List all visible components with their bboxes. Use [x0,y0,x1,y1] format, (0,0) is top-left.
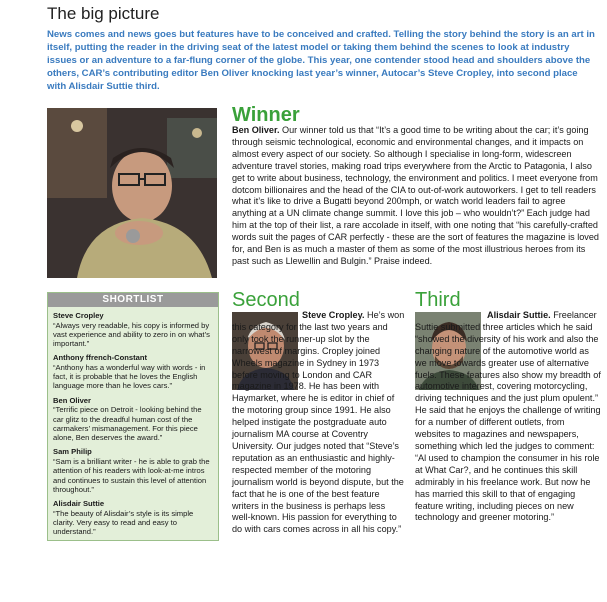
third-heading: Third [415,289,461,311]
shortlist-item [53,396,214,443]
winner-photo [47,108,217,278]
shortlist-quote: “Sam is a brilliant writer - he is able to grab the attention of his readers with look-at-me intros and continues to sustain this level of attention throughout.” [53,456,210,494]
winner-text [232,125,600,268]
third-text [415,310,602,524]
winner-body: Our winner told us that “It’s a good time to be writing about the car; it’s going through seismic technological, economic and environmental changes, and it impacts on almost every aspect of our society. So although I specialise in long-form, widescreen adventure travel stories, making road trips everywhere from the Arctic to Patagonia, I also get to write about business, technology, the environment and politics. I meet everyone from dotcom billionaires and the head of the CIA to out-of-work autoworkers. I get to tell readers what it’s like to drive a Bugatti beyond 200mph, or watch world leaders fail to agree anything at a UN climate change summit. I love this job – who wouldn’t?” Each judge had him at the top of their list, a rare accolade in itself, with one noting that “his carefully-crafted words suit the pages of CAR perfectly - these are the sort of features the magazine is loved for, and Ben is as much a master of them as some of the most illustrious heroes from its past such as Llewellin and Bulgin.” Praise indeed. [232,125,599,266]
second-text [232,310,406,536]
shortlist-list [48,307,218,537]
third-name: Alisdair Suttie. [487,310,551,320]
third-body: Freelancer Suttie submitted three articles which he said “showed the diversity of his work and also the changing nature of the automotive world as we move towards greater use of alternative fuels. These features also show my breadth of automotive interest, covering motorcycling, driving techniques and the just plum opulent.” He said that he enjoys the challenge of writing for a number of different outlets, from websites to magazines and newspapers, something which led the judges to comment: “Al used to champion the consumer in his role at What Car?, and he continues this skill admirably in his freelance work. But now he has married this skill to that of engaging feature writing, including pieces on new technology and greener motoring.” [415,310,601,523]
intro-paragraph: News comes and news goes but features have to be conceived and crafted. Telling the story behind the story is an art in itself, putting the reader in the driving seat of the latest model or taking them behind the scenes to look at industry issues or an adventure to a far-flung corner of the globe. This year, one contender stood head and shoulders above the others, CAR’s contributing editor Ben Oliver knocking last year’s winner, Autocar’s Steve Cropley, into second place with Alisdair Suttie third. [47,29,595,92]
shortlist-quote: “The beauty of Alisdair’s style is its simple clarity. Very easy to read and easy to understand.” [53,508,194,537]
shortlist-name: Steve Cropley [53,311,104,320]
shortlist-box [47,292,219,541]
second-name: Steve Cropley. [302,310,365,320]
shortlist-name: Ben Oliver [53,395,91,405]
shortlist-quote: “Terrific piece on Detroit - looking behind the car glitz to the dreadful human cost of the carmakers’ mismanagement. For this piece alone, Ben deserves the award.” [53,405,202,443]
second-heading: Second [232,289,300,311]
shortlist-item [53,499,214,536]
second-body: He’s won this category for the last two years and only took the runner-up slot by the narrowest of margins. Cropley joined Wheels magazine in Sydney in 1973 before moving to London and CAR magazine in 1978. He has been with Haymarket, where he is editor in chief of the motoring group since 1991. He also helped instigate the postgraduate auto journalism MA course at Coventry University. Our judges noted that “Steve’s reputation as an enthusiastic and highly-respected member of the motoring journalism world is beyond dispute, but the fact that he is one of the best feature writers in the business is perhaps less well-known. His passion for everything to do with cars comes across in all his copy.” [232,310,405,535]
shortlist-name: Sam Philip [53,447,92,457]
shortlist-item [53,353,214,390]
shortlist-heading: SHORTLIST [48,293,218,307]
shortlist-name: Alisdair Suttie [53,499,105,509]
shortlist-quote: “Anthony has a wonderful way with words - in fact, it is probable that he loves the English language more than he loves cars.” [53,362,206,391]
shortlist-name: Anthony ffrench-Constant [53,353,148,363]
shortlist-item [53,311,214,348]
shortlist-quote: “Always very readable, his copy is informed by vast experience and ability to zero in on what’s important.” [53,320,210,349]
winner-name: Ben Oliver. [232,125,280,135]
winner-heading: Winner [232,104,300,126]
shortlist-item [53,447,214,494]
page-title: The big picture [47,4,160,23]
